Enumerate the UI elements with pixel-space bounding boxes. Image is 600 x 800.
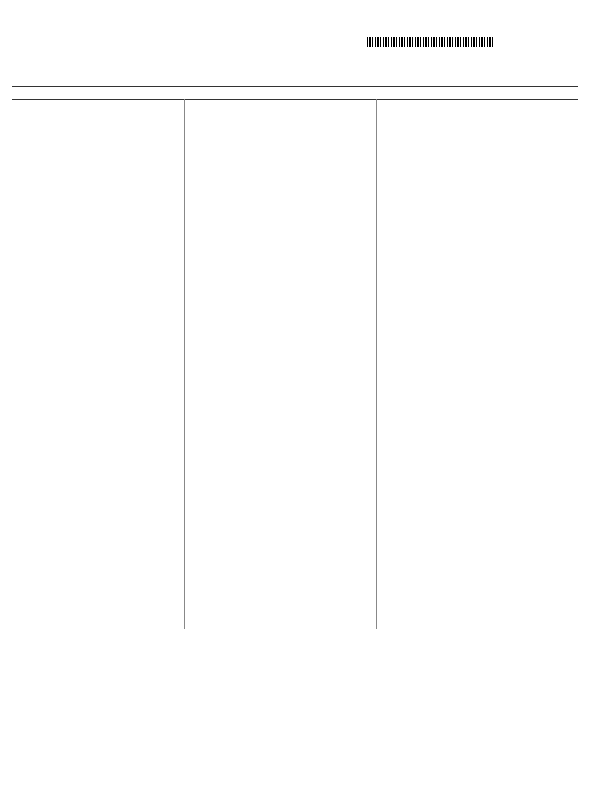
barcode — [367, 37, 495, 47]
consignee-divider — [184, 99, 185, 629]
remarks-divider — [376, 99, 377, 629]
table-top-border — [12, 86, 578, 87]
header-bottom-border — [12, 99, 578, 100]
